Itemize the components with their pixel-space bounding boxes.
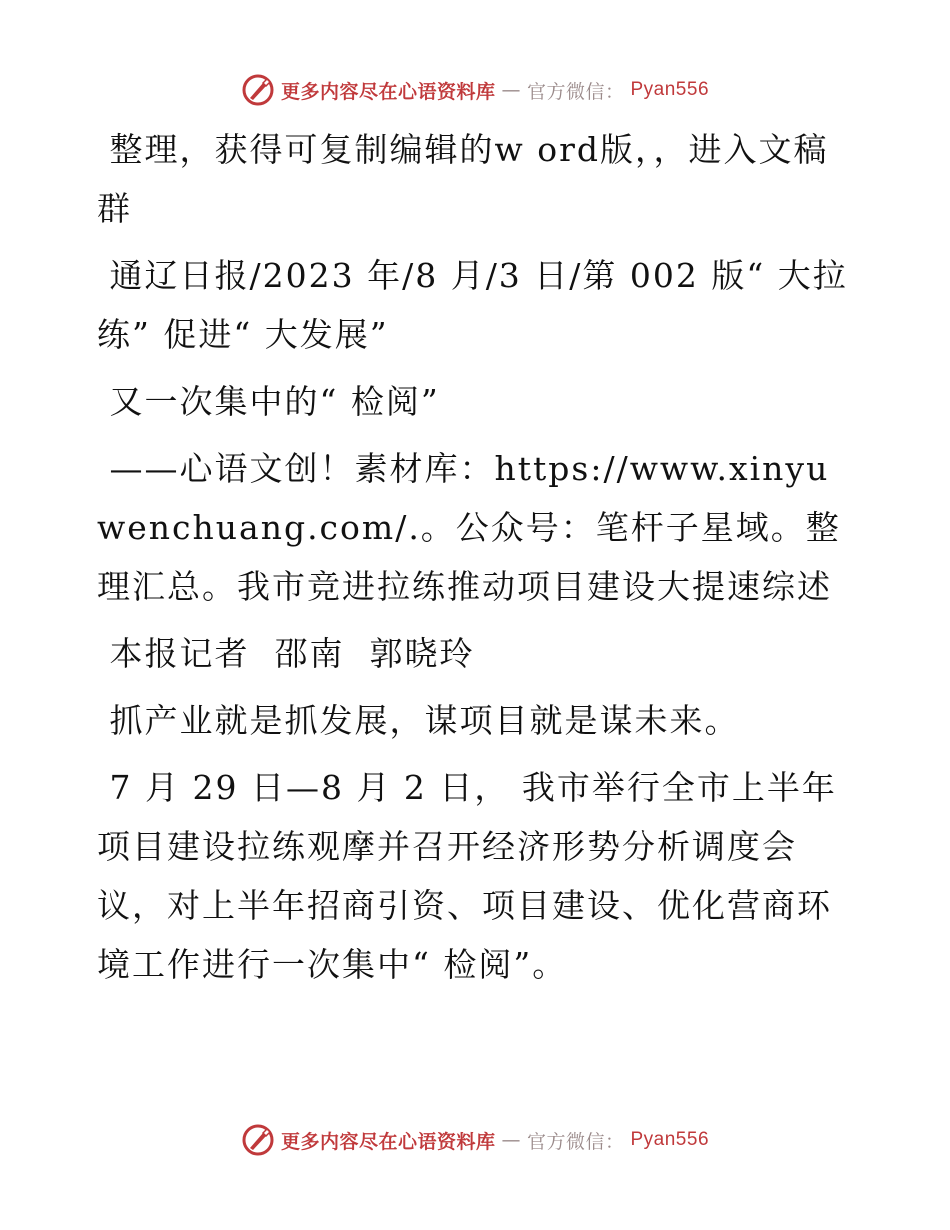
reporter-byline: 本报记者 邵南 郭晓玲 xyxy=(97,634,475,673)
watermark-wechat-id: Pyan556 xyxy=(630,79,710,100)
watermark-wechat-label: 官方微信： xyxy=(526,80,625,103)
paragraph-7: 7 月 29 日—8 月 2 日， 我市举行全市上半年项目建设拉练观摩并召开经济形势分析调度会议，对上半年招商引资、项目建设、优化营商环境工作进行一次集中“ 检阅”。 xyxy=(97,768,837,984)
watermark-dash: — xyxy=(501,1129,521,1151)
paragraph-2: 通辽日报/2023 年/8 月/3 日/第 002 版“ 大拉练” 促进“ 大发展” xyxy=(97,256,848,354)
watermark-main-text: 更多内容尽在心语资料库 xyxy=(280,80,496,103)
paragraph-1: 整理，获得可复制编辑的w ord版，，进入文稿群 xyxy=(97,130,829,228)
watermark-wechat-label: 官方微信： xyxy=(526,1130,625,1153)
document-body xyxy=(97,120,857,994)
watermark-main-text: 更多内容尽在心语资料库 xyxy=(280,1130,496,1153)
header-watermark xyxy=(0,70,950,110)
pen-logo-icon xyxy=(241,1123,275,1157)
pen-logo-icon xyxy=(241,73,275,107)
watermark-wechat-id: Pyan556 xyxy=(630,1129,710,1150)
paragraph-4: ——心语文创！素材库：https://www.xinyuwenchuang.com/.。公众号：笔杆子星域。整理汇总。我市竞进拉练推动项目建设大提速综述 xyxy=(97,449,841,606)
footer-watermark xyxy=(0,1120,950,1160)
watermark-dash: — xyxy=(501,79,521,101)
paragraph-3: 又一次集中的“ 检阅” xyxy=(97,382,440,421)
paragraph-6: 抓产业就是抓发展，谋项目就是谋未来。 xyxy=(97,701,740,740)
